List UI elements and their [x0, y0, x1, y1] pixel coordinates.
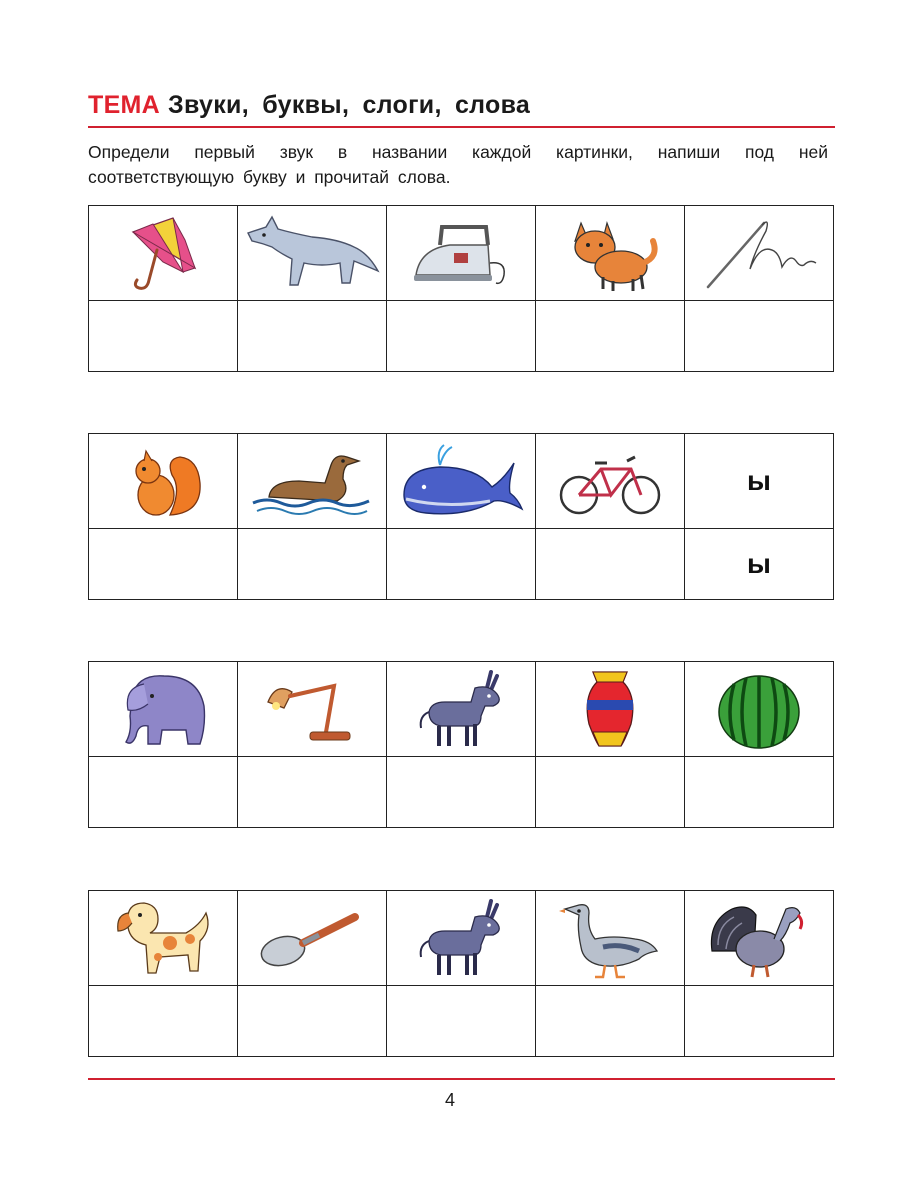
picture-cell [685, 891, 834, 986]
answer-cell[interactable] [685, 301, 834, 372]
answer-cell[interactable] [89, 986, 238, 1057]
letter-cell: ы [685, 434, 834, 529]
answer-cell[interactable] [387, 301, 536, 372]
picture-row [89, 662, 834, 757]
page-title [88, 88, 835, 122]
picture-cell [536, 662, 685, 757]
bicycle-icon [555, 439, 665, 523]
answer-row [89, 986, 834, 1057]
answer-cell[interactable] [89, 529, 238, 600]
spoon-icon [257, 903, 367, 973]
answer-cell[interactable] [387, 986, 536, 1057]
answer-cell[interactable] [89, 301, 238, 372]
topic-title: Звуки, буквы, слоги, слова [168, 91, 531, 119]
iron-icon [406, 213, 516, 293]
elephant-icon [108, 666, 218, 752]
exercise-grid-3 [88, 661, 834, 828]
wolf-icon [242, 213, 382, 293]
answer-cell[interactable] [536, 529, 685, 600]
instruction-text: Определи первый звук в названии каждой картинки, напиши под ней соответствующую букву и прочитай слова. [88, 142, 828, 187]
answer-cell[interactable] [238, 986, 387, 1057]
picture-cell [536, 891, 685, 986]
picture-cell [387, 662, 536, 757]
picture-cell [387, 891, 536, 986]
answer-cell[interactable] [685, 986, 834, 1057]
picture-cell [238, 662, 387, 757]
answer-cell[interactable] [89, 757, 238, 828]
tema-label: ТЕМА [88, 91, 161, 119]
letter-cell: ы [685, 529, 834, 600]
dog-icon [108, 895, 218, 981]
picture-row [89, 434, 834, 529]
picture-cell [89, 206, 238, 301]
answer-row [89, 301, 834, 372]
answer-cell[interactable] [685, 757, 834, 828]
answer-cell[interactable] [387, 757, 536, 828]
answer-row [89, 757, 834, 828]
page-header [88, 88, 835, 122]
answer-cell[interactable] [536, 986, 685, 1057]
exercise-grid-1 [88, 205, 834, 372]
needle-icon [694, 213, 824, 293]
picture-cell [238, 206, 387, 301]
picture-cell [238, 891, 387, 986]
donkey-icon [411, 666, 511, 752]
picture-cell [685, 662, 834, 757]
picture-cell [89, 891, 238, 986]
donkey-icon [411, 895, 511, 981]
vase-icon [575, 666, 645, 752]
answer-cell[interactable] [536, 301, 685, 372]
answer-cell[interactable] [536, 757, 685, 828]
picture-cell [89, 662, 238, 757]
picture-cell [685, 206, 834, 301]
exercise-grid-2 [88, 433, 834, 600]
footer-divider [88, 1078, 835, 1080]
picture-row [89, 206, 834, 301]
answer-cell[interactable] [387, 529, 536, 600]
watermelon-icon [714, 666, 804, 752]
turkey-icon [704, 895, 814, 981]
squirrel-icon [118, 439, 208, 523]
duck-icon [247, 439, 377, 523]
picture-row [89, 891, 834, 986]
lamp-icon [262, 666, 362, 752]
answer-cell[interactable] [238, 757, 387, 828]
picture-cell [536, 434, 685, 529]
picture-cell [387, 206, 536, 301]
picture-cell [387, 434, 536, 529]
picture-cell [89, 434, 238, 529]
picture-cell [536, 206, 685, 301]
picture-cell [238, 434, 387, 529]
cat-icon [555, 211, 665, 295]
goose-icon [555, 895, 665, 981]
umbrella-icon [113, 210, 213, 296]
whale-icon [396, 439, 526, 523]
header-divider [88, 126, 835, 128]
exercise-grid-4 [88, 890, 834, 1057]
answer-cell[interactable] [238, 301, 387, 372]
answer-cell[interactable] [238, 529, 387, 600]
answer-row [89, 529, 834, 600]
page-number: 4 [444, 1090, 455, 1110]
